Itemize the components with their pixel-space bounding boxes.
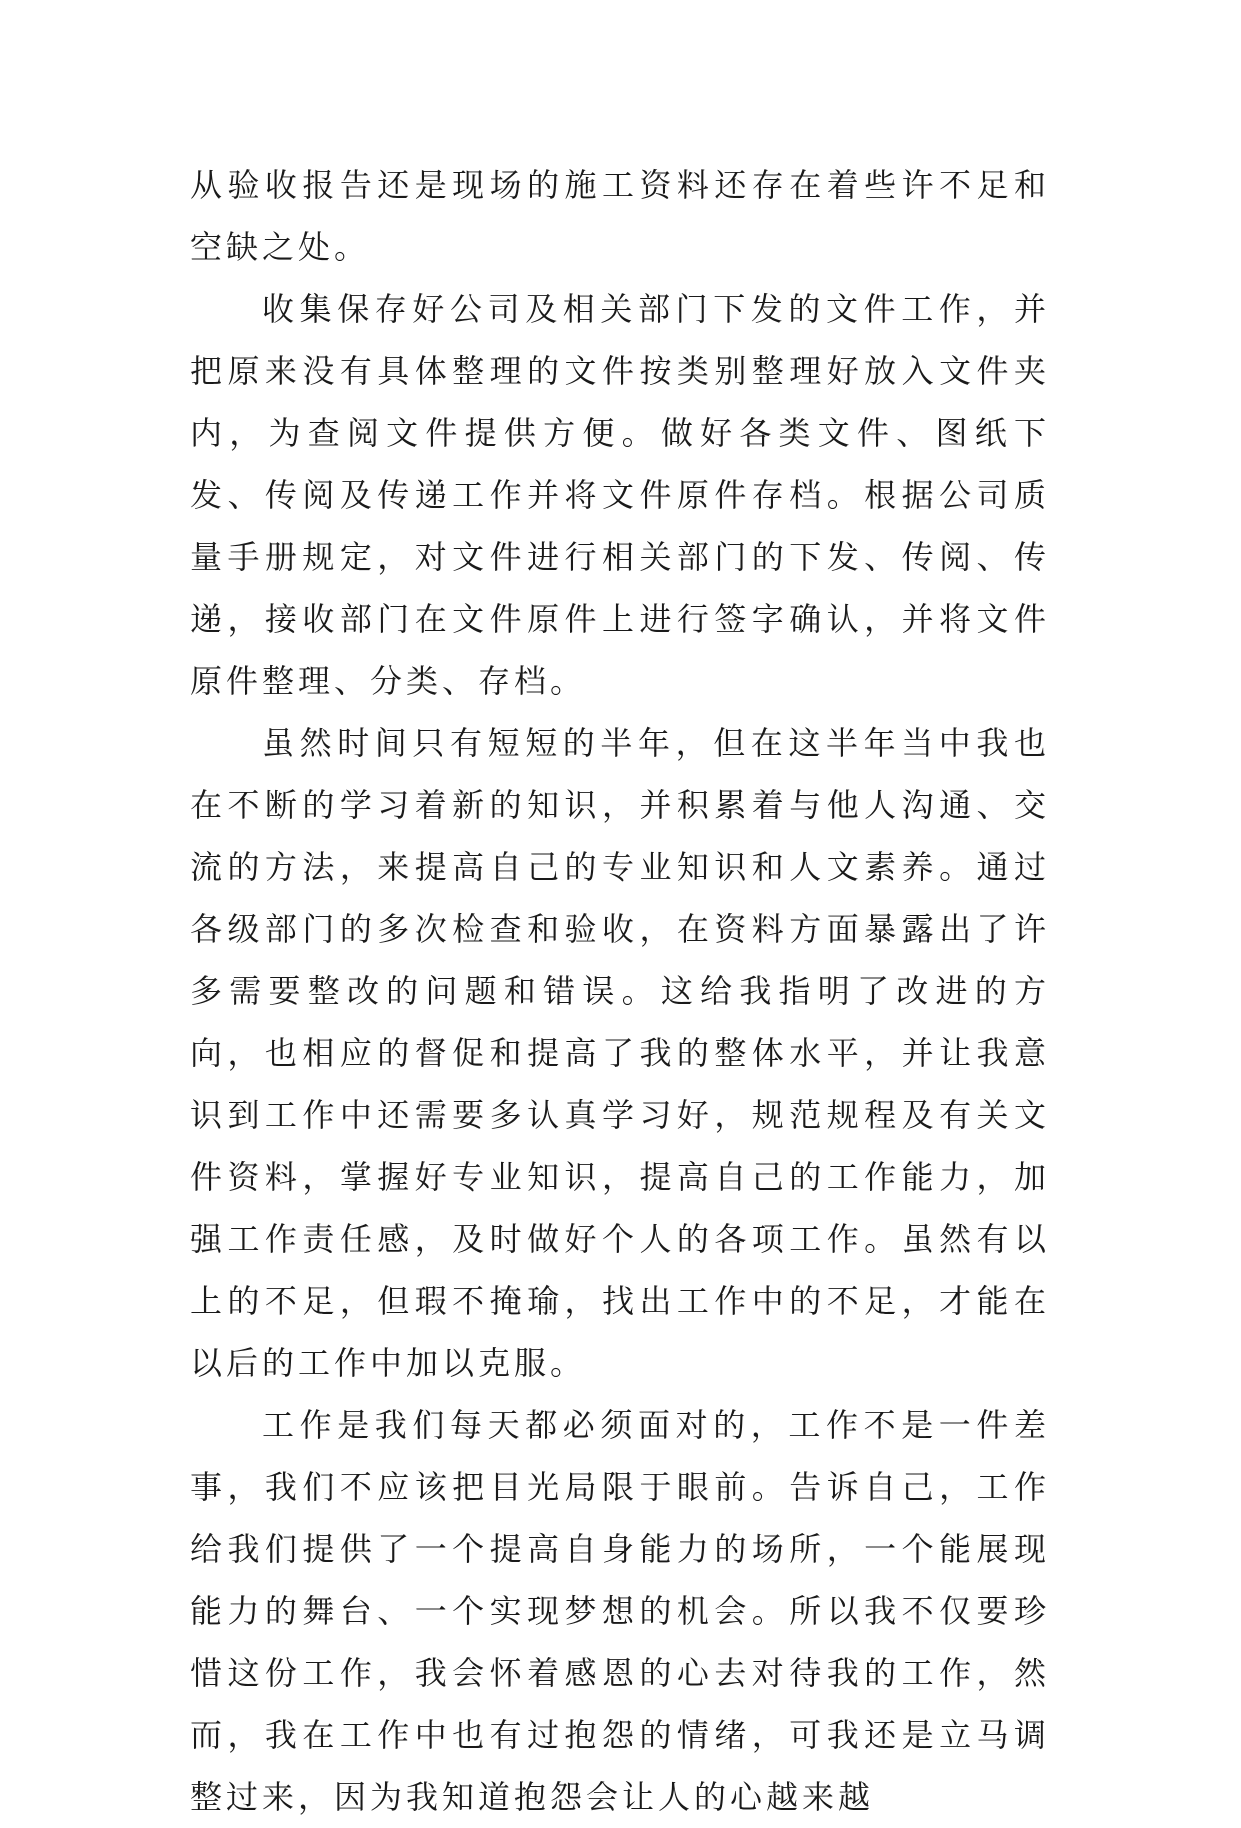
paragraph-1: 从验收报告还是现场的施工资料还存在着些许不足和空缺之处。 <box>190 166 1050 266</box>
paragraph-3: 虽然时间只有短短的半年，但在这半年当中我也在不断的学习着新的知识，并积累着与他人沟通、交流的方法，来提高自己的专业知识和人文素养。通过各级部门的多次检查和验收，在资料方面暴露出了许多需要整改的问题和错误。这给我指明了改进的方向，也相应的督促和提高了我的整体水平，并让我意识到工作中还需要多认真学习好，规范规程及有关文件资料，掌握好专业知识，提高自己的工作能力，加强工作责任感，及时做好个人的各项工作。虽然有以上的不足，但瑕不掩瑜，找出工作中的不足，才能在以后的工作中加以克服。 <box>190 724 1050 1382</box>
paragraph-4: 工作是我们每天都必须面对的，工作不是一件差事，我们不应该把目光局限于眼前。告诉自己，工作给我们提供了一个提高自身能力的场所，一个能展现能力的舞台、一个实现梦想的机会。所以我不仅要珍惜这份工作，我会怀着感恩的心去对待我的工作，然而，我在工作中也有过抱怨的情绪，可我还是立马调整过来，因为我知道抱怨会让人的心越来越 <box>190 1406 1050 1816</box>
paragraph-2: 收集保存好公司及相关部门下发的文件工作，并把原来没有具体整理的文件按类别整理好放入文件夹内，为查阅文件提供方便。做好各类文件、图纸下发、传阅及传递工作并将文件原件存档。根据公司质量手册规定，对文件进行相关部门的下发、传阅、传递，接收部门在文件原件上进行签字确认，并将文件原件整理、分类、存档。 <box>190 290 1050 700</box>
body-text <box>190 154 1050 1828</box>
